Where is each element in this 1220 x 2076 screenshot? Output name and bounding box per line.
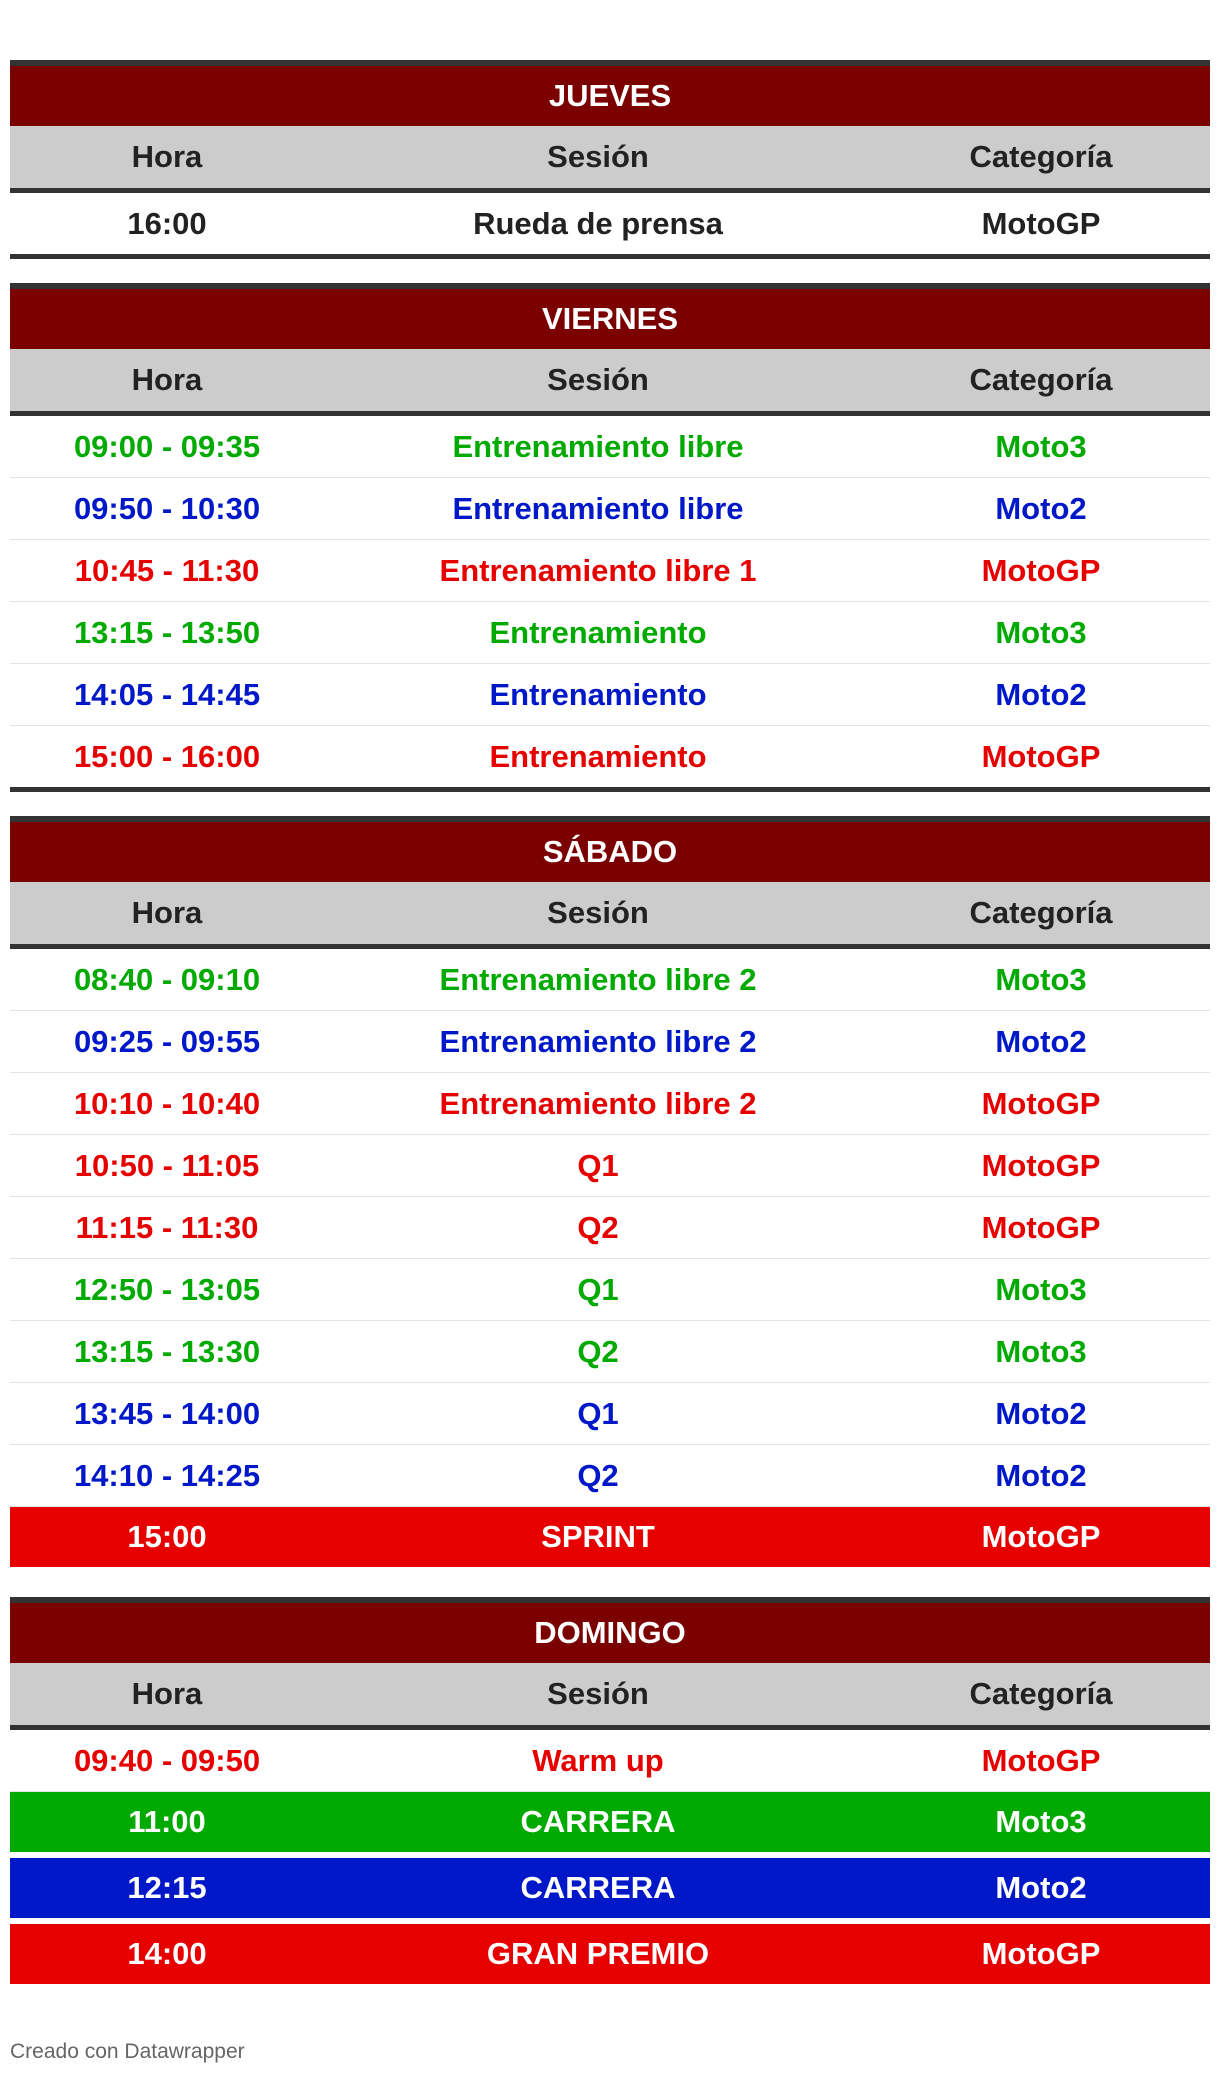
day-title: JUEVES <box>10 66 1210 126</box>
cell-categoria: Moto2 <box>995 1395 1087 1431</box>
column-header-categoria: Categoría <box>969 362 1113 397</box>
cell-hora: 14:00 <box>127 1936 207 1971</box>
cell-sesion: Rueda de prensa <box>473 205 723 241</box>
cell-categoria: MotoGP <box>981 1519 1101 1554</box>
cell-sesion: Entrenamiento libre <box>452 428 744 464</box>
column-header-hora: Hora <box>131 1676 203 1711</box>
cell-hora: 13:45 - 14:00 <box>73 1395 261 1431</box>
cell-categoria: Moto3 <box>995 961 1087 997</box>
cell-hora: 14:10 - 14:25 <box>73 1457 261 1493</box>
cell-hora: 09:50 - 10:30 <box>73 490 261 526</box>
cell-hora: 16:00 <box>127 205 207 241</box>
day-title: VIERNES <box>10 289 1210 349</box>
table-row <box>10 1197 1210 1259</box>
column-header-categoria: Categoría <box>969 1676 1113 1711</box>
cell-sesion: Q2 <box>577 1209 619 1245</box>
column-header-hora: Hora <box>131 362 203 397</box>
cell-sesion: Entrenamiento <box>489 676 707 712</box>
table-row <box>10 540 1210 602</box>
table-row <box>10 1445 1210 1507</box>
cell-categoria: MotoGP <box>981 205 1101 241</box>
cell-categoria: Moto3 <box>995 1804 1087 1839</box>
table-row <box>10 664 1210 726</box>
cell-hora: 09:00 - 09:35 <box>73 428 261 464</box>
cell-categoria: Moto3 <box>995 1271 1087 1307</box>
column-header-row <box>10 1663 1210 1730</box>
cell-sesion: CARRERA <box>520 1870 676 1905</box>
cell-sesion: Entrenamiento <box>489 738 707 774</box>
cell-categoria: Moto2 <box>995 1023 1087 1059</box>
cell-categoria: MotoGP <box>981 1209 1101 1245</box>
cell-hora: 10:50 - 11:05 <box>74 1147 260 1183</box>
cell-categoria: MotoGP <box>981 1936 1101 1971</box>
cell-categoria: Moto2 <box>995 676 1087 712</box>
table-row <box>10 1507 1210 1573</box>
column-header-hora: Hora <box>131 139 203 174</box>
cell-sesion: Q1 <box>577 1271 619 1307</box>
cell-hora: 09:40 - 09:50 <box>73 1742 261 1778</box>
table-row <box>10 1259 1210 1321</box>
cell-sesion: SPRINT <box>541 1519 655 1554</box>
column-header-hora: Hora <box>131 895 203 930</box>
footer-credit: Creado con Datawrapper <box>10 2040 245 2063</box>
cell-hora: 15:00 - 16:00 <box>73 738 261 774</box>
cell-hora: 10:45 - 11:30 <box>74 552 260 588</box>
column-header-categoria: Categoría <box>969 139 1113 174</box>
table-row <box>10 1011 1210 1073</box>
cell-sesion: Q1 <box>577 1395 619 1431</box>
cell-sesion: Q2 <box>577 1333 619 1369</box>
table-row <box>10 1730 1210 1792</box>
day-title: SÁBADO <box>10 822 1210 882</box>
cell-categoria: MotoGP <box>981 552 1101 588</box>
cell-hora: 10:10 - 10:40 <box>73 1085 261 1121</box>
cell-categoria: MotoGP <box>981 1085 1101 1121</box>
cell-sesion: GRAN PREMIO <box>486 1936 710 1971</box>
cell-sesion: Q1 <box>577 1147 619 1183</box>
column-header-sesion: Sesión <box>547 895 649 930</box>
column-header-row <box>10 126 1210 193</box>
table-row <box>10 726 1210 792</box>
cell-hora: 13:15 - 13:50 <box>73 614 261 650</box>
cell-hora: 12:50 - 13:05 <box>73 1271 261 1307</box>
column-header-categoria: Categoría <box>969 895 1113 930</box>
table-row <box>10 193 1210 259</box>
cell-hora: 12:15 <box>127 1870 207 1905</box>
cell-categoria: Moto3 <box>995 428 1087 464</box>
cell-categoria: Moto3 <box>995 1333 1087 1369</box>
cell-hora: 11:15 - 11:30 <box>75 1209 259 1245</box>
cell-categoria: Moto3 <box>995 614 1087 650</box>
cell-categoria: MotoGP <box>981 1147 1101 1183</box>
table-row <box>10 602 1210 664</box>
cell-categoria: Moto2 <box>995 1870 1087 1905</box>
column-header-sesion: Sesión <box>547 1676 649 1711</box>
table-row <box>10 416 1210 478</box>
column-header-sesion: Sesión <box>547 362 649 397</box>
cell-hora: 14:05 - 14:45 <box>73 676 261 712</box>
cell-categoria: Moto2 <box>995 490 1087 526</box>
table-row <box>10 1073 1210 1135</box>
table-row <box>10 1924 1210 1990</box>
day-section-2 <box>10 816 1210 1573</box>
day-section-1 <box>10 283 1210 792</box>
schedule-table <box>10 60 1210 1990</box>
column-header-row <box>10 882 1210 949</box>
cell-categoria: Moto2 <box>995 1457 1087 1493</box>
cell-sesion: Q2 <box>577 1457 619 1493</box>
column-header-sesion: Sesión <box>547 139 649 174</box>
day-title: DOMINGO <box>10 1603 1210 1663</box>
cell-hora: 11:00 <box>128 1804 206 1839</box>
cell-hora: 09:25 - 09:55 <box>73 1023 261 1059</box>
cell-hora: 13:15 - 13:30 <box>73 1333 261 1369</box>
table-row <box>10 478 1210 540</box>
table-row <box>10 1135 1210 1197</box>
table-row <box>10 949 1210 1011</box>
cell-categoria: MotoGP <box>981 738 1101 774</box>
cell-sesion: Entrenamiento <box>489 614 707 650</box>
cell-sesion: Warm up <box>532 1742 664 1778</box>
cell-sesion: Entrenamiento libre <box>452 490 744 526</box>
day-section-0 <box>10 60 1210 259</box>
table-row <box>10 1792 1210 1858</box>
column-header-row <box>10 349 1210 416</box>
cell-hora: 08:40 - 09:10 <box>73 961 261 997</box>
cell-sesion: Entrenamiento libre 2 <box>439 961 757 997</box>
cell-sesion: CARRERA <box>520 1804 676 1839</box>
cell-categoria: MotoGP <box>981 1742 1101 1778</box>
cell-sesion: Entrenamiento libre 2 <box>439 1085 757 1121</box>
table-row <box>10 1383 1210 1445</box>
day-section-3 <box>10 1597 1210 1990</box>
table-row <box>10 1321 1210 1383</box>
cell-sesion: Entrenamiento libre 2 <box>439 1023 757 1059</box>
cell-sesion: Entrenamiento libre 1 <box>439 552 757 588</box>
table-row <box>10 1858 1210 1924</box>
cell-hora: 15:00 <box>127 1519 207 1554</box>
